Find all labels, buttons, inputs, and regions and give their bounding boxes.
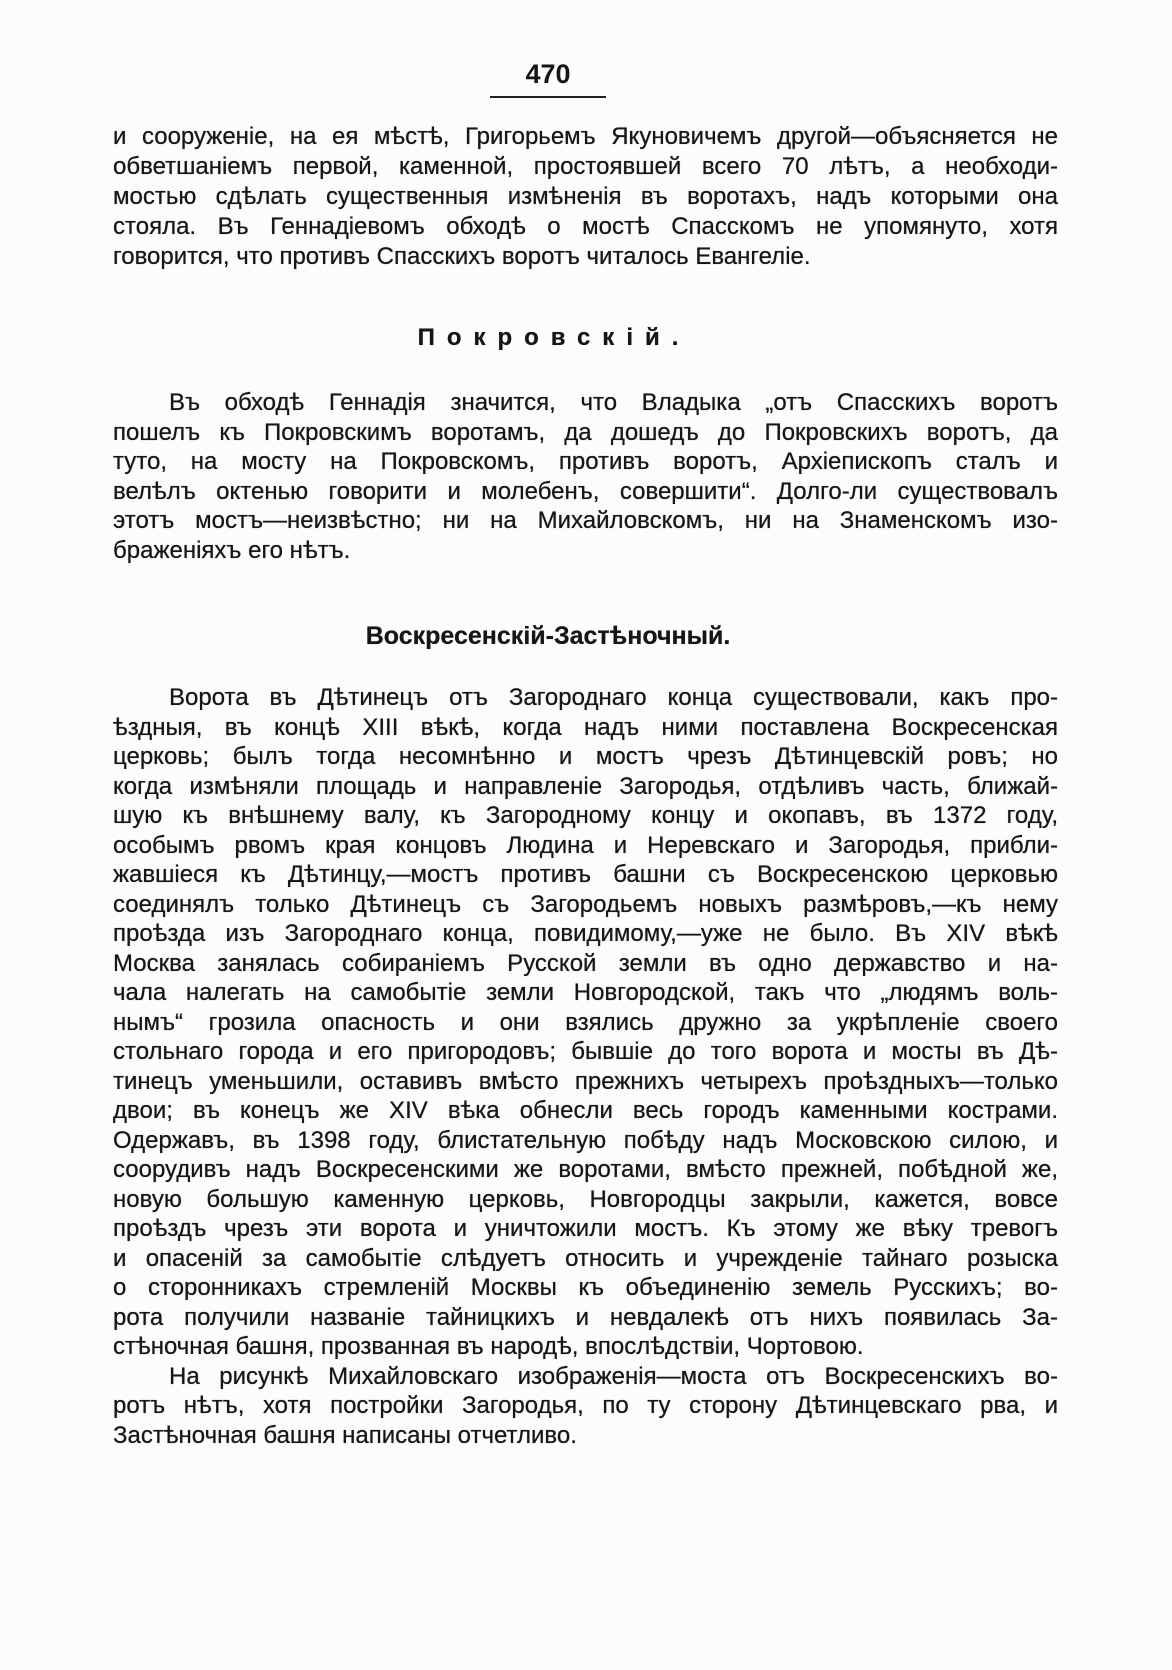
- text-line: особымъ рвомъ края концовъ Людина и Неревскаго и Загородья, прибли-: [113, 831, 1058, 859]
- text-line: ротъ нѣтъ, хотя постройки Загородья, по ту сторону Дѣтинцевскаго рва, и: [113, 1392, 1058, 1419]
- text-line: новую большую каменную церковь, Новгородцы закрыли, кажется, вовсе: [113, 1185, 1058, 1213]
- page-number: 470: [525, 59, 571, 89]
- text-line: ѣздныя, въ концѣ XIII вѣкѣ, когда надъ ними поставлена Воскресенская: [113, 713, 1058, 741]
- paragraph: [113, 683, 1058, 1362]
- text-line: шую къ внѣшнему валу, къ Загородному концу и окопавъ, въ 1372 году,: [113, 802, 1058, 829]
- page-number-rule: [490, 96, 606, 98]
- text-line: На рисункѣ Михайловскаго изображенія—моста отъ Воскресенскихъ во-: [169, 1362, 1058, 1390]
- text-line: тинецъ уменьшили, оставивъ вмѣсто прежнихъ четырехъ проѣздныхъ—только: [113, 1067, 1058, 1095]
- text-line: Одержавъ, въ 1398 году, блистательную побѣду надъ Московскою силою, и: [113, 1126, 1058, 1154]
- text-line: чала налегать на самобытіе земли Новгородской, такъ что „людямъ воль-: [113, 979, 1058, 1006]
- section-heading-pokrovsky: Покровскій.: [417, 324, 691, 351]
- text-line: нымъ“ грозила опасность и они взялись дружно за укрѣпленіе своего: [113, 1008, 1058, 1036]
- text-line: рота получили названіе тайницкихъ и невдалекѣ отъ нихъ появилась За-: [113, 1303, 1058, 1331]
- text-line: и опасеній за самобытіе слѣдуетъ относить и учрежденіе тайнаго розыска: [113, 1244, 1058, 1272]
- text-line: стѣночная башня, прозванная въ народѣ, впослѣдствіи, Чортовою.: [113, 1333, 864, 1360]
- text-line: Застѣночная башня написаны отчетливо.: [113, 1421, 577, 1449]
- text-line: проѣзда изъ Загороднаго конца, повидимому,—уже не было. Въ XIV вѣкѣ: [113, 920, 1058, 947]
- text-line: двои; въ конецъ же XIV вѣка обнесли весь городъ каменными кострами.: [113, 1097, 1058, 1124]
- text-line: обветшаніемъ первой, каменной, простоявшей всего 70 лѣтъ, а необходи-: [113, 153, 1058, 180]
- text-line: велѣлъ октенью говорити и молебенъ, совершити“. Долго-ли существовалъ: [113, 477, 1058, 505]
- text-line: пошелъ къ Покровскимъ воротамъ, да дошедъ до Покровскихъ воротъ, да: [113, 418, 1058, 446]
- text-line: проѣздъ чрезъ эти ворота и уничтожили мостъ. Къ этому же вѣку тревогъ: [113, 1215, 1058, 1242]
- text-line: соорудивъ надъ Воскресенскими же воротами, вмѣсто прежней, побѣдной же,: [113, 1156, 1058, 1183]
- text-line: когда измѣняли площадь и направленіе Загородья, отдѣливъ часть, ближай-: [113, 772, 1058, 800]
- text-line: Москва занялась собираніемъ Русской земли въ одно державство и на-: [113, 949, 1058, 977]
- text-line: стояла. Въ Геннадіевомъ обходѣ о мостѣ Спасскомъ не упомянуто, хотя: [113, 213, 1058, 240]
- text-line: говорится, что противъ Спасскихъ воротъ читалось Евангеліе.: [113, 243, 811, 270]
- text-line: и сооруженіе, на ея мѣстѣ, Григорьемъ Якуновичемъ другой—объясняется не: [113, 123, 1058, 150]
- text-line: церковь; былъ тогда несомнѣнно и мостъ чрезъ Дѣтинцевскій ровъ; но: [113, 743, 1058, 770]
- text-line: о сторонникахъ стремленій Москвы къ объединенію земель Русскихъ; во-: [113, 1274, 1058, 1301]
- paragraph: [113, 1362, 1058, 1451]
- text-line: мостью сдѣлать существенныя измѣненія въ воротахъ, надъ которыми она: [113, 183, 1058, 210]
- text-line: туто, на мосту на Покровскомъ, противъ воротъ, Архіепископъ сталъ и: [113, 448, 1058, 475]
- text-line: Въ обходѣ Геннадія значится, что Владыка „отъ Спасскихъ воротъ: [169, 389, 1058, 416]
- text-line: соединялъ только Дѣтинецъ съ Загородьемъ новыхъ размѣровъ,—къ нему: [113, 890, 1058, 918]
- text-line: этотъ мостъ—неизвѣстно; ни на Михайловскомъ, ни на Знаменскомъ изо-: [113, 507, 1058, 534]
- text-line: жавшіеся къ Дѣтинцу,—мостъ противъ башни съ Воскресенскою церковью: [113, 861, 1058, 888]
- intro-paragraph: [113, 122, 1058, 272]
- voskresensky-section: [113, 683, 1058, 1450]
- text-line: Ворота въ Дѣтинецъ отъ Загороднаго конца существовали, какъ про-: [169, 684, 1058, 711]
- text-line: браженіяхъ его нѣтъ.: [113, 536, 351, 564]
- text-line: стольнаго города и его пригородовъ; бывшіе до того ворота и мосты въ Дѣ-: [113, 1038, 1058, 1065]
- section-heading-voskresensky: Воскресенскій-Застѣночный.: [365, 622, 731, 650]
- pokrovsky-paragraph: [113, 388, 1058, 565]
